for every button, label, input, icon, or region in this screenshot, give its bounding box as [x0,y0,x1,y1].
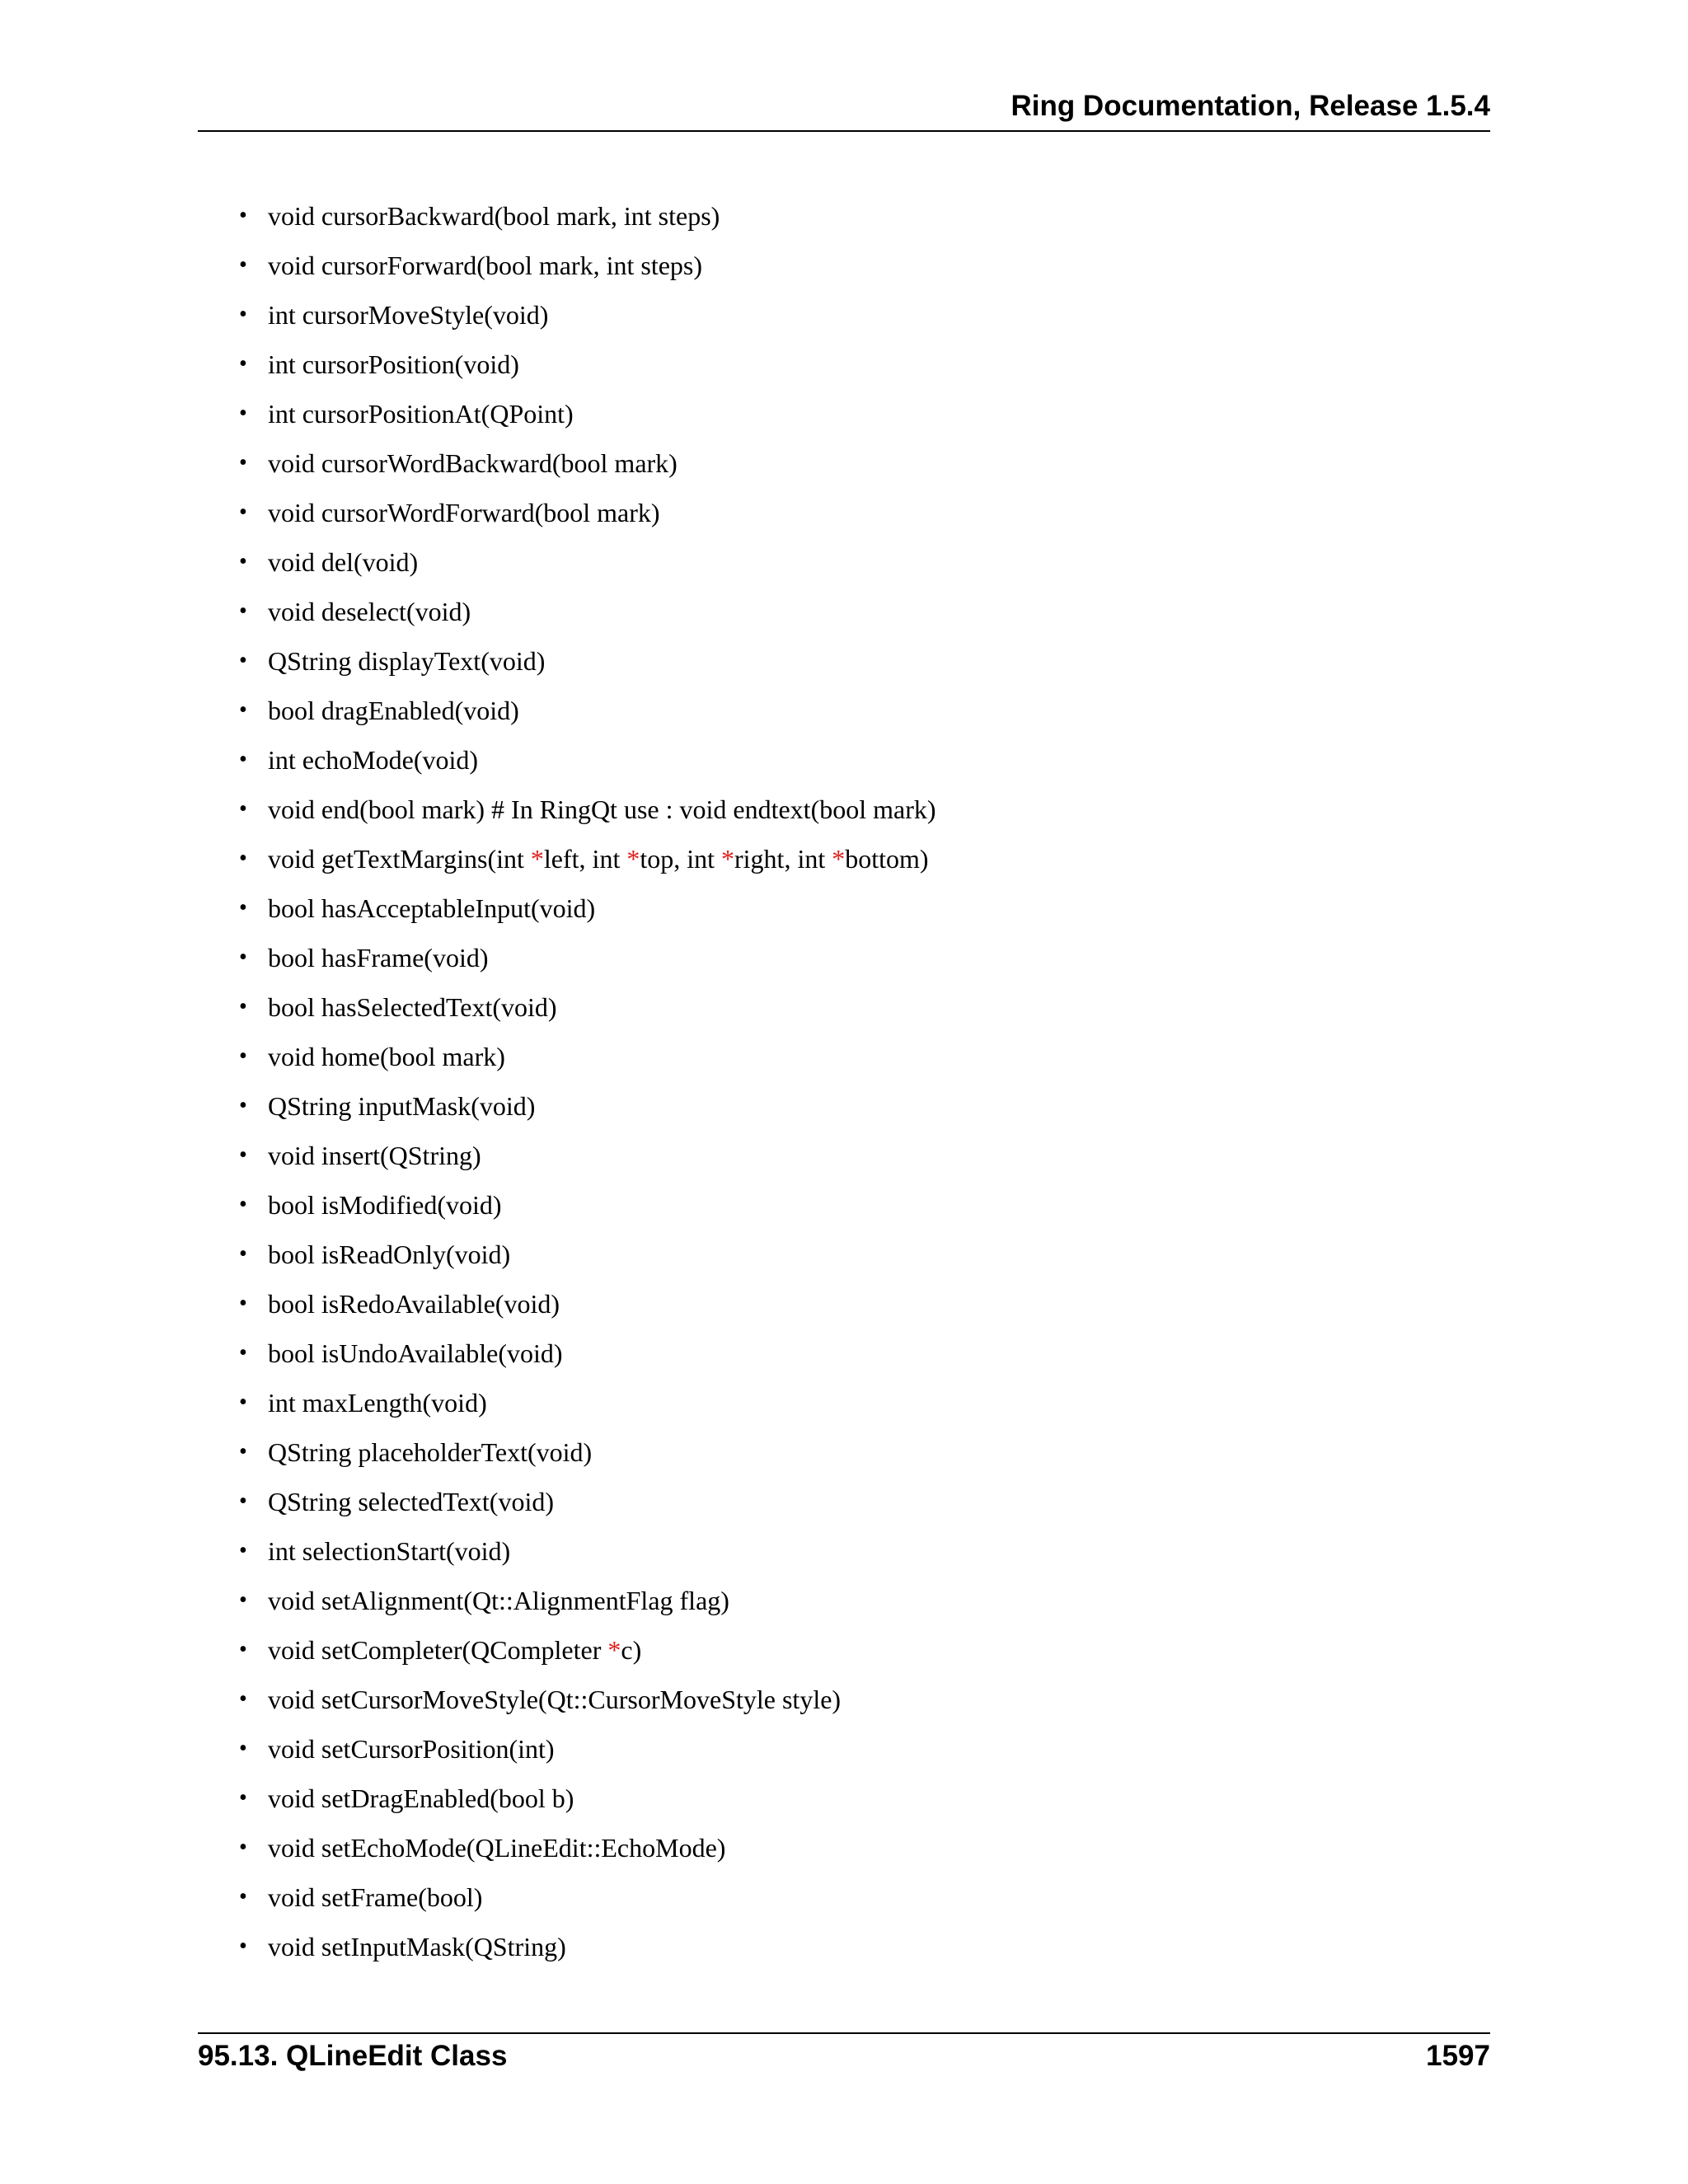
pointer-symbol: * [832,844,846,874]
method-signature-text: void setCursorPosition(int) [268,1734,555,1764]
footer-rule [198,2032,1490,2034]
method-item [239,1085,936,1135]
method-item [239,1728,936,1778]
bullet-icon: • [239,450,247,476]
method-signature-text: void setInputMask(QString) [268,1932,566,1961]
method-item [239,1877,936,1926]
method-signature-text: bool dragEnabled(void) [268,696,519,725]
method-item [239,1382,936,1432]
method-signature-text: bool hasFrame(void) [268,943,489,972]
method-signature-text: QString placeholderText(void) [268,1437,593,1467]
bullet-icon: • [239,302,247,327]
method-signature-text: void setAlignment(Qt::AlignmentFlag flag) [268,1586,729,1615]
bullet-icon: • [239,1884,247,1910]
method-signature-text: void del(void) [268,547,419,577]
method-item [239,443,936,492]
method-signature-text: left, int [543,844,627,874]
method-item [239,1778,936,1827]
method-item [239,1530,936,1580]
method-signature-text: bool hasSelectedText(void) [268,992,557,1022]
method-signature-text: void cursorWordBackward(bool mark) [268,448,678,478]
bullet-icon: • [239,994,247,1019]
method-signature-text: void setDragEnabled(bool b) [268,1783,574,1813]
bullet-icon: • [239,1488,247,1514]
method-item [239,393,936,443]
bullet-icon: • [239,499,247,525]
bullet-icon: • [239,1241,247,1267]
method-item [239,1234,936,1283]
method-item [239,937,936,987]
method-signature-text: void getTextMargins(int [268,844,531,874]
method-signature-text: void insert(QString) [268,1141,481,1170]
method-signature-text: bool isReadOnly(void) [268,1240,511,1269]
pointer-symbol: * [626,844,640,874]
bullet-icon: • [239,1142,247,1168]
method-item [239,195,936,245]
method-item [239,294,936,344]
bullet-icon: • [239,1686,247,1712]
method-item [239,640,936,690]
method-item [239,888,936,937]
bullet-icon: • [239,351,247,377]
bullet-icon: • [239,549,247,574]
method-signature-text: void setFrame(bool) [268,1882,483,1912]
bullet-icon: • [239,846,247,871]
method-signature-text: int cursorMoveStyle(void) [268,300,549,330]
method-signature-text: bool isModified(void) [268,1190,502,1220]
bullet-icon: • [239,1785,247,1811]
method-signature-text: right, int [734,844,832,874]
method-signature-text: int selectionStart(void) [268,1536,511,1566]
bullet-icon: • [239,944,247,970]
method-signature-text: void deselect(void) [268,597,471,626]
method-list [239,195,936,1975]
bullet-icon: • [239,1933,247,1959]
bullet-icon: • [239,203,247,228]
method-item [239,492,936,541]
bullet-icon: • [239,1637,247,1662]
method-signature-text: int maxLength(void) [268,1388,487,1418]
pointer-symbol: * [721,844,734,874]
method-signature-text: bottom) [845,844,929,874]
bullet-icon: • [239,1340,247,1366]
bullet-icon: • [239,1439,247,1465]
method-item [239,1333,936,1382]
method-item [239,1580,936,1629]
method-item [239,1432,936,1481]
method-item [239,690,936,739]
method-signature-text: bool isUndoAvailable(void) [268,1338,563,1368]
pointer-symbol: * [607,1635,621,1665]
method-item [239,1184,936,1234]
method-signature-text: top, int [640,844,721,874]
method-item [239,541,936,591]
page-number: 1597 [1426,2040,1490,2072]
method-item [239,739,936,789]
bullet-icon: • [239,1093,247,1118]
method-signature-text: void cursorWordForward(bool mark) [268,498,660,527]
bullet-icon: • [239,895,247,921]
bullet-icon: • [239,401,247,426]
method-signature-text: QString inputMask(void) [268,1091,536,1121]
method-item [239,1926,936,1975]
method-signature-text: bool hasAcceptableInput(void) [268,893,596,923]
page-footer [198,2036,1490,2077]
method-signature-text: QString selectedText(void) [268,1487,554,1516]
method-signature-text: void home(bool mark) [268,1042,505,1071]
bullet-icon: • [239,1736,247,1761]
bullet-icon: • [239,252,247,278]
bullet-icon: • [239,1390,247,1415]
bullet-icon: • [239,796,247,822]
method-item [239,591,936,640]
method-item [239,1481,936,1530]
method-item [239,789,936,838]
method-signature-text: QString displayText(void) [268,646,546,676]
bullet-icon: • [239,747,247,772]
method-signature-text: int cursorPosition(void) [268,349,519,379]
bullet-icon: • [239,598,247,624]
method-signature-text: int cursorPositionAt(QPoint) [268,399,574,429]
method-item [239,344,936,393]
page-header [198,89,1490,132]
method-item [239,838,936,888]
method-signature-text: void cursorForward(bool mark, int steps) [268,251,703,280]
method-item [239,987,936,1036]
method-item [239,1036,936,1085]
bullet-icon: • [239,1538,247,1563]
method-item [239,1283,936,1333]
method-signature-text: void cursorBackward(bool mark, int steps) [268,201,720,231]
bullet-icon: • [239,1587,247,1613]
method-signature-text: void setCursorMoveStyle(Qt::CursorMoveStyle style) [268,1685,842,1714]
method-signature-text: void end(bool mark) # In RingQt use : void endtext(bool mark) [268,794,936,824]
method-signature-text: bool isRedoAvailable(void) [268,1289,560,1319]
method-item [239,245,936,294]
bullet-icon: • [239,1043,247,1069]
pointer-symbol: * [530,844,544,874]
method-item [239,1679,936,1728]
method-signature-text: int echoMode(void) [268,745,479,775]
method-item [239,1135,936,1184]
method-signature-text: void setCompleter(QCompleter [268,1635,608,1665]
bullet-icon: • [239,1835,247,1860]
bullet-icon: • [239,697,247,723]
method-item [239,1629,936,1679]
document-title: Ring Documentation, Release 1.5.4 [1010,90,1490,122]
method-signature-text: void setEchoMode(QLineEdit::EchoMode) [268,1833,726,1863]
bullet-icon: • [239,1291,247,1316]
bullet-icon: • [239,648,247,673]
bullet-icon: • [239,1192,247,1217]
section-title: 95.13. QLineEdit Class [198,2040,508,2072]
method-item [239,1827,936,1877]
method-signature-text: c) [621,1635,642,1665]
